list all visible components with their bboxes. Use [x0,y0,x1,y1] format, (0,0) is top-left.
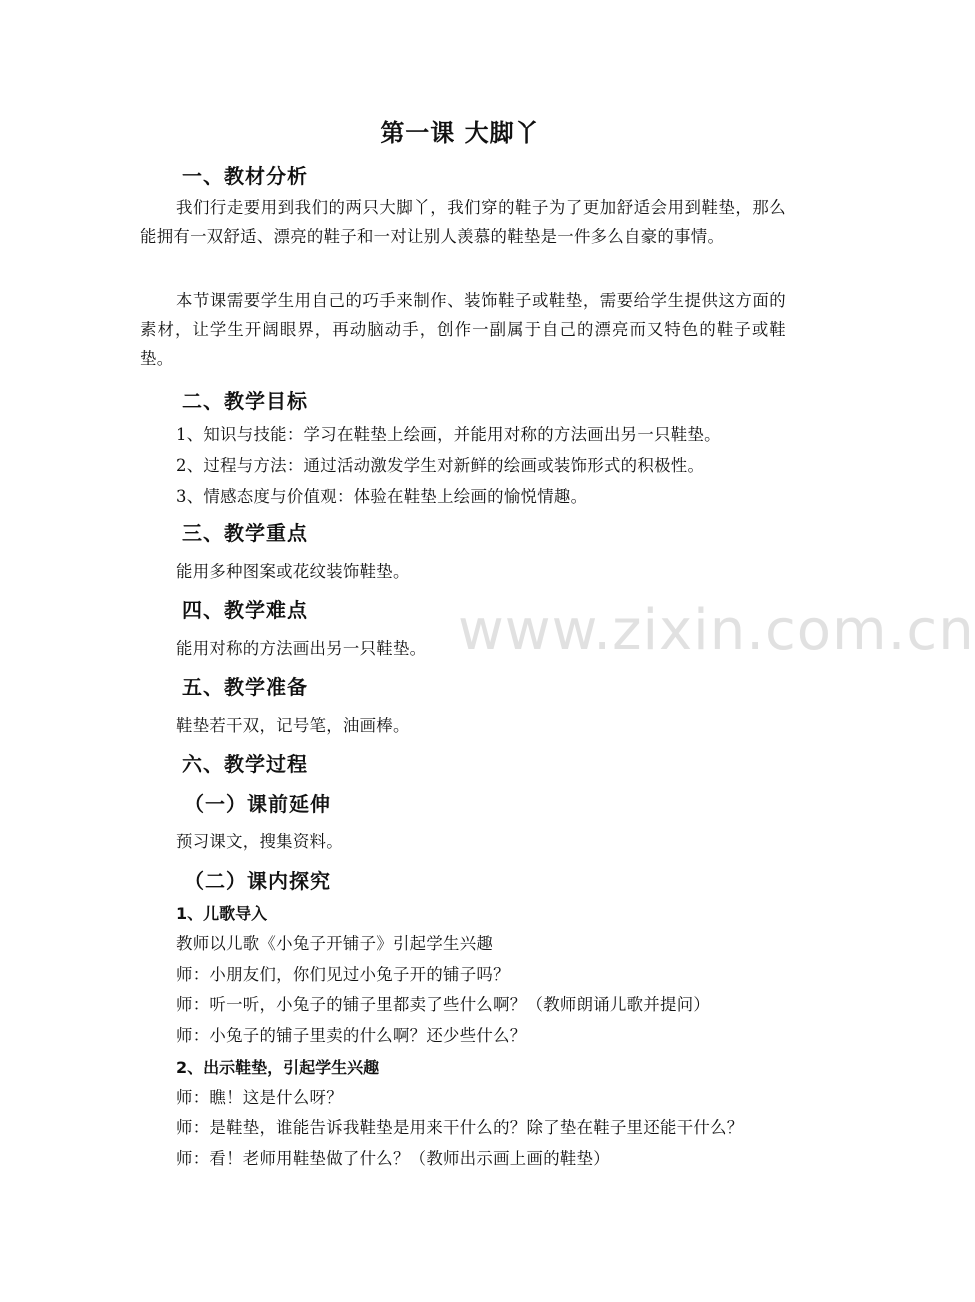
step-heading-show-insoles: 2、出示鞋垫，引起学生兴趣 [176,1058,380,1077]
section-heading-difficulties: 四、教学难点 [182,598,308,622]
step2-line: 师：是鞋垫，谁能告诉我鞋垫是用来干什么的？除了垫在鞋子里还能干什么？ [176,1118,744,1137]
step2-line: 师：看！老师用鞋垫做了什么？（教师出示画上画的鞋垫） [176,1149,610,1168]
section-heading-preparation: 五、教学准备 [182,675,308,699]
step1-line: 师：听一听，小兔子的铺子里都卖了些什么啊？（教师朗诵儿歌并提问） [176,995,711,1014]
paragraph-analysis-2: 本节课需要学生用自己的巧手来制作、装饰鞋子或鞋垫，需要给学生提供这方面的素材，让学生开阔眼界，再动脑动手，创作一副属于自己的漂亮而又特色的鞋子或鞋垫。 [140,291,786,368]
subsection-heading-in-class: （二）课内探究 [184,869,331,893]
step1-line: 师：小朋友们，你们见过小兔子开的铺子吗？ [176,965,510,984]
step1-line: 教师以儿歌《小兔子开铺子》引起学生兴趣 [176,934,494,953]
objective-item-3: 3、情感态度与价值观：体验在鞋垫上绘画的愉悦情趣。 [176,487,588,506]
watermark: www.zixin.com.cn [458,598,975,663]
step2-line: 师：瞧！这是什么呀？ [176,1088,343,1107]
key-points-text: 能用多种图案或花纹装饰鞋垫。 [176,562,410,581]
section-heading-objectives: 二、教学目标 [182,389,308,413]
paragraph-analysis-1: 我们行走要用到我们的两只大脚丫，我们穿的鞋子为了更加舒适会用到鞋垫，那么能拥有一双舒适、漂亮的鞋子和一对让别人羡慕的鞋垫是一件多么自豪的事情。 [140,198,786,246]
page-title: 第一课 大脚丫 [380,119,540,147]
preparation-text: 鞋垫若干双，记号笔，油画棒。 [176,716,410,735]
objective-item-1: 1、知识与技能：学习在鞋垫上绘画，并能用对称的方法画出另一只鞋垫。 [176,425,721,444]
section-heading-process: 六、教学过程 [182,752,308,776]
step1-line: 师：小兔子的铺子里卖的什么啊？还少些什么？ [176,1026,527,1045]
section-heading-key-points: 三、教学重点 [182,521,308,545]
step-heading-nursery-rhyme: 1、儿歌导入 [176,904,268,923]
objective-item-2: 2、过程与方法：通过活动激发学生对新鲜的绘画或装饰形式的积极性。 [176,456,705,475]
pre-class-text: 预习课文，搜集资料。 [176,832,343,851]
difficulties-text: 能用对称的方法画出另一只鞋垫。 [176,639,427,658]
section-heading-analysis: 一、教材分析 [182,164,308,188]
subsection-heading-pre-class: （一）课前延伸 [184,792,331,816]
